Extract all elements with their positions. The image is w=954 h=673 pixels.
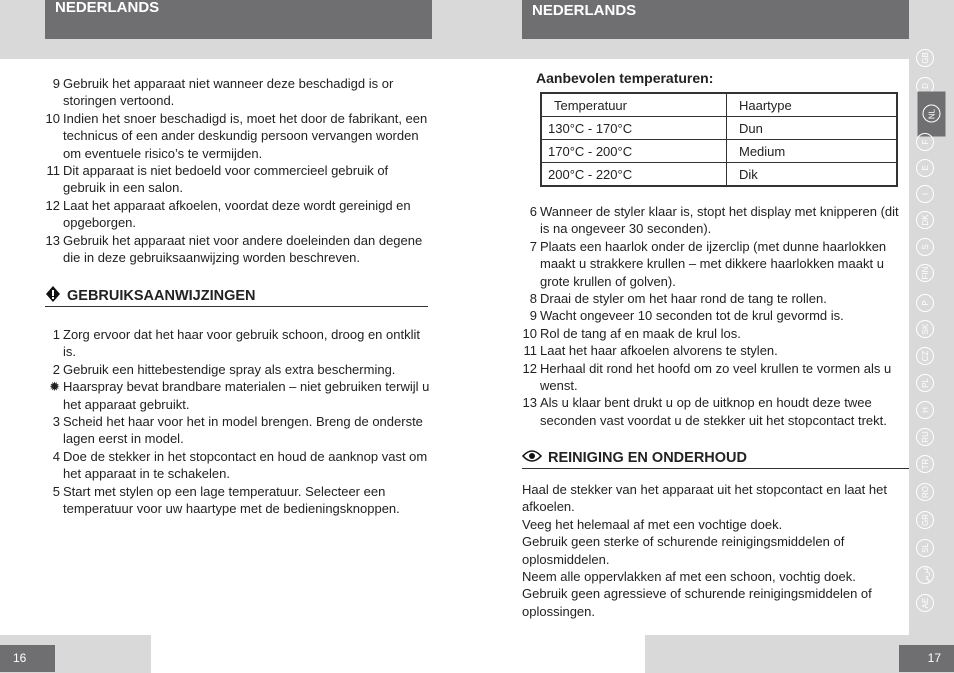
list-item: 11 Laat het haar afkoelen alvorens te stylen. — [523, 343, 778, 359]
list-item: 5 Start met stylen op een lage temperatuur. Selecteer een temperatuur voor uw haartype met de bedieningsknoppen. — [52, 483, 400, 517]
list-item: 12 Herhaal dit rond het hoofd om zo veel krullen te vormen als u wenst. — [522, 360, 892, 394]
table-cell: Medium — [727, 140, 898, 163]
table-row — [541, 140, 897, 163]
lang-tab-tr[interactable]: TR — [916, 455, 934, 473]
eye-icon — [522, 449, 542, 467]
list-item: 10 Rol de tang af en maak de krul los. — [522, 325, 741, 341]
lang-tab-i[interactable]: I — [916, 185, 934, 203]
table-row — [541, 117, 897, 140]
list-item: 2 Gebruik een hittebestendige spray als extra bescherming. — [52, 361, 396, 377]
lang-tab-h[interactable]: H — [916, 401, 934, 419]
list-item: 11 Dit apparaat is niet bedoeld voor commercieel gebruik of gebruik in een salon. — [46, 163, 389, 196]
table-cell: 170°C - 200°C — [541, 140, 727, 163]
warning-exclamation-icon — [45, 285, 61, 307]
paragraph: Haal de stekker van het apparaat uit het stopcontact en laat het afkoelen. — [522, 482, 887, 515]
lang-tab-ae[interactable]: AE — [916, 594, 934, 612]
section-heading-cleaning — [522, 448, 909, 469]
list-item: 9 Gebruik het apparaat niet wanneer deze beschadigd is or storingen vertoond. — [52, 76, 394, 109]
list-item: 13 Als u klaar bent drukt u op de uitknop en houdt deze twee seconden vast voordat u de stekker uit het stopcontact trekt. — [522, 395, 887, 428]
table-title: Aanbevolen temperaturen: — [536, 70, 714, 86]
right-page-header: NEDERLANDS — [522, 0, 909, 39]
lang-tab-f[interactable]: F — [916, 133, 934, 151]
table-header-cell: Haartype — [727, 93, 898, 117]
lang-tab-nl[interactable]: NL — [918, 92, 946, 137]
section-heading-instructions — [45, 286, 428, 307]
lang-tab-ro[interactable]: RO — [916, 483, 934, 501]
lang-tab-pl[interactable]: PL — [916, 374, 934, 392]
paragraph: Gebruik geen agressieve of schurende reinigingsmiddelen of oplossingen. — [522, 586, 872, 619]
lang-tab-sl[interactable]: SL — [916, 539, 934, 557]
section-title: GEBRUIKSAANWIJZINGEN — [67, 288, 256, 304]
paragraph: Neem alle oppervlakken af met een schoon, vochtig doek. — [522, 569, 856, 585]
lang-tab-e[interactable]: E — [916, 159, 934, 177]
list-item: 8 Draai de styler om het haar rond de tang te rollen. — [529, 291, 827, 307]
lang-tab-d[interactable]: D — [916, 77, 934, 95]
section-title: REINIGING EN ONDERHOUD — [548, 450, 747, 466]
lang-tab-arabic[interactable]: عربي — [916, 566, 934, 584]
temperature-table — [540, 92, 898, 187]
list-item: 3 Scheid het haar voor het in model brengen. Breng de onderste lagen eerst in model. — [52, 414, 423, 447]
table-cell: 130°C - 170°C — [541, 117, 727, 140]
safety-list — [45, 75, 430, 266]
list-item: 10 Indien het snoer beschadigd is, moet het door de fabrikant, een technicus of een ander deskundig persoon vervangen worden om eventuele risico’s te vermijden. — [45, 110, 428, 161]
lang-tab-sk[interactable]: SK — [916, 320, 934, 338]
list-item: 4 Doe de stekker in het stopcontact en houd de aanknop vast om het apparaat in te schakelen. — [52, 448, 428, 482]
bottom-white-gap — [151, 635, 645, 673]
steps-list — [522, 203, 909, 429]
lang-tab-ru[interactable]: RU — [916, 428, 934, 446]
lang-tab-cz[interactable]: CZ — [916, 347, 934, 365]
page-number-right: 17 — [899, 645, 954, 672]
list-item: 1 Zorg ervoor dat het haar voor gebruik schoon, droog en ontklit is. — [52, 327, 420, 360]
list-item: 6 Wanneer de styler klaar is, stopt het display met knipperen (dit is na ongeveer 30 seconden). — [529, 204, 899, 237]
list-item: 12 Laat het apparaat afkoelen, voordat deze wordt gereinigd en opgeborgen. — [45, 197, 411, 231]
table-cell: Dik — [727, 163, 898, 187]
list-item: ✹ Haarspray bevat brandbare materialen – niet gebruiken terwijl u het apparaat gebruikt. — [45, 378, 430, 413]
list-item: 9 Wacht ongeveer 10 seconden tot de krul gevormd is. — [529, 308, 844, 324]
table-cell: Dun — [727, 117, 898, 140]
lang-tab-dk[interactable]: DK — [916, 211, 934, 229]
list-item: 7 Plaats een haarlok onder de ijzerclip (met dunne haarlokken maakt u strakkere krullen – met dikkere haarlokken maakt u grote krullen of golven). — [529, 238, 887, 289]
table-cell: 200°C - 220°C — [541, 163, 727, 187]
table-row — [541, 93, 897, 117]
paragraph: Gebruik geen sterke of schurende reinigingsmiddelen of oplosmiddelen. — [522, 534, 845, 567]
cleaning-text — [522, 481, 909, 620]
lang-tab-gb[interactable]: GB — [916, 49, 934, 67]
page-number-left: 16 — [0, 645, 55, 672]
paragraph: Veeg het helemaal af met een vochtige doek. — [522, 516, 783, 532]
lang-tab-s[interactable]: S — [916, 238, 934, 256]
instructions-list — [45, 326, 430, 517]
left-page-header: NEDERLANDS — [45, 0, 432, 39]
list-item: 13 Gebruik het apparaat niet voor andere doeleinden dan degene die in deze gebruiksaanwijzing worden beschreven. — [45, 232, 423, 266]
lang-tab-fin[interactable]: FIN — [916, 264, 934, 282]
table-header-cell: Temperatuur — [541, 93, 727, 117]
lang-tab-p[interactable]: P — [916, 294, 934, 312]
table-row — [541, 163, 897, 187]
flammable-star-icon: ✹ — [49, 379, 60, 395]
lang-tab-gr[interactable]: GR — [916, 511, 934, 529]
